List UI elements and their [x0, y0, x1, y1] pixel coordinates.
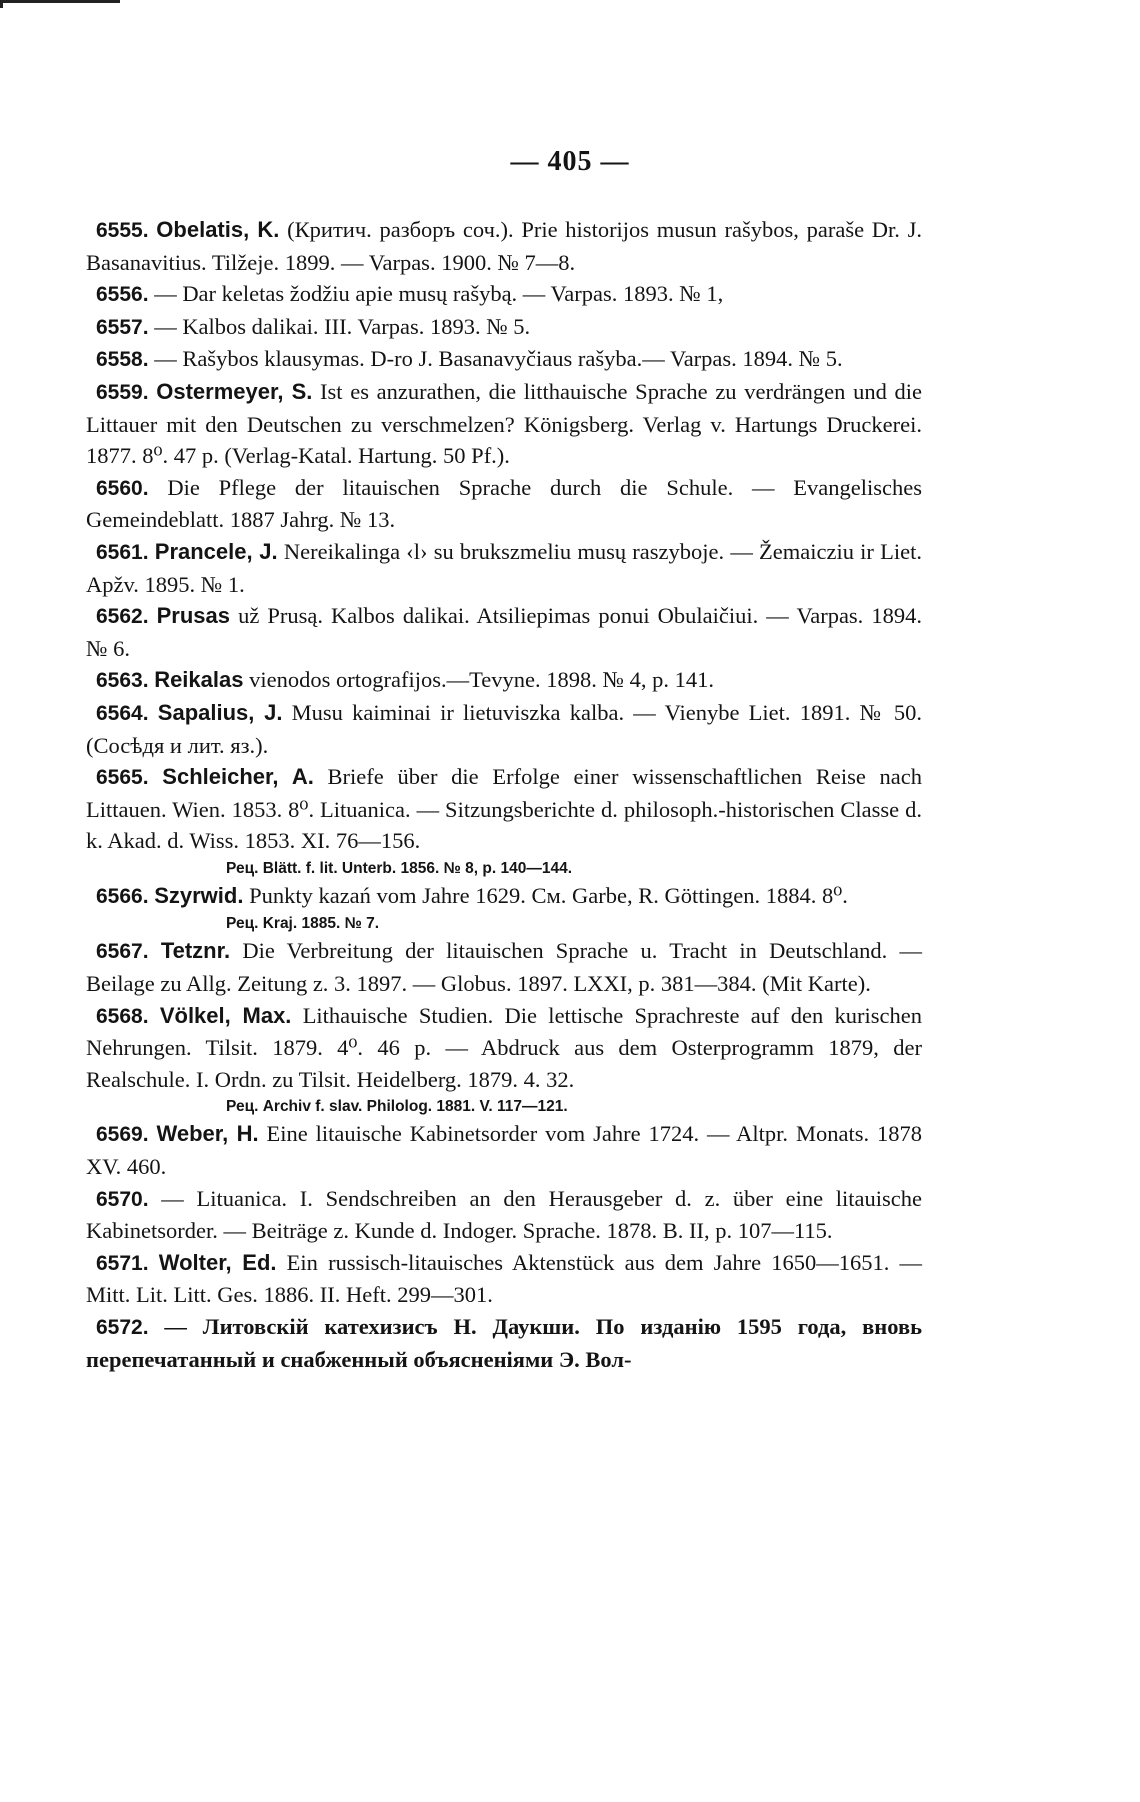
entry-author: Sapalius, J.	[157, 699, 283, 725]
entry-text: Ist es anzurathen, die litthauische Sprache zu verdrängen und die Littauer mit den Deutschen zu verschmelzen? Königsberg. Verlag v. Hartungs Druckerei. 1877. 8⁰. 47 p. (Verlag-Katal. Hartung. 50 Pf.).	[86, 378, 922, 469]
entry-6572	[86, 1311, 922, 1375]
entry-number: 6570.	[96, 1187, 149, 1211]
entry-6563	[86, 664, 922, 697]
entry-6564	[86, 697, 922, 761]
entry-author: Völkel, Max.	[159, 1002, 292, 1028]
entry-review: Рец. Kraj. 1885. № 7.	[226, 915, 380, 933]
entry-6558	[86, 343, 922, 376]
entry-text: — Rašybos klausymas. D-ro J. Basanavyčiaus rašyba.— Varpas. 1894. № 5.	[148, 346, 843, 372]
entry-6568	[86, 1000, 922, 1096]
entry-6571	[86, 1247, 922, 1311]
entry-number: 6555.	[96, 219, 149, 242]
entry-number: 6562.	[96, 605, 149, 629]
entry-6561	[86, 536, 922, 600]
entry-author: Ostermeyer, S.	[156, 378, 313, 404]
entry-text: Die Verbreitung der litauischen Sprache u. Tracht in Deutschland. — Beilage zu Allg. Zeitung z. 3. 1897. — Globus. 1897. LXXI, p. 381—384. (Mit Karte).	[86, 938, 922, 997]
entry-author: Tetznr.	[160, 938, 231, 964]
entry-6555	[86, 214, 922, 278]
entry-6559	[86, 376, 922, 472]
entry-6570	[86, 1183, 922, 1247]
entry-text: Eine litauische Kabinetsorder vom Jahre 1724. — Altpr. Monats. 1878 XV. 460.	[86, 1121, 923, 1180]
entry-6565	[86, 761, 922, 857]
entry-text: (Критич. разборъ соч.). Prie historijos musun rašybos, paraše Dr. J. Basanavitius. Tilžeje. 1899. — Varpas. 1900. № 7—8.	[86, 217, 923, 275]
entry-number: 6572.	[96, 1316, 149, 1339]
bibliography-entries	[86, 214, 922, 1375]
entry-number: 6564.	[96, 701, 149, 725]
entry-6560	[86, 472, 922, 536]
entry-number: 6565.	[96, 766, 149, 790]
entry-text: Ein russisch-litauisches Aktenstück aus dem Jahre 1650—1651. — Mitt. Lit. Litt. Ges. 1886. II. Heft. 299—301.	[86, 1249, 923, 1308]
entry-text: Musu kaiminai ir lietuviszka kalba. — Vienybe Liet. 1891. № 50. (Сосѣдя и лит. яз.).	[86, 699, 922, 758]
entry-author: Obelatis, K.	[156, 217, 280, 242]
entry-author: Prancele, J.	[154, 538, 278, 564]
entry-number: 6571.	[96, 1251, 149, 1275]
entry-6557	[86, 311, 922, 344]
entry-6567	[86, 935, 922, 999]
entry-text: — Литовскій катехизисъ Н. Даукши. По изданію 1595 года, вновь перепечатанный и снабженный объясненіями Э. Вол-	[86, 1314, 922, 1372]
entry-text: — Lituanica. I. Sendschreiben an den Herausgeber d. z. über eine litauische Kabinetsorder. — Beiträge z. Kunde d. Indoger. Sprache. 1878. B. II, p. 107—115.	[86, 1185, 922, 1244]
entry-number: 6559.	[96, 380, 149, 404]
entry-number: 6569.	[96, 1123, 149, 1147]
entry-text: — Kalbos dalikai. III. Varpas. 1893. № 5.	[148, 313, 531, 339]
entry-number: 6566.	[96, 884, 149, 908]
entry-number: 6561.	[96, 540, 149, 564]
entry-text: už Prusą. Kalbos dalikai. Atsiliepimas ponui Obulaičiui. — Varpas. 1894. № 6.	[86, 603, 922, 661]
page-number: — 405 —	[510, 146, 630, 177]
entry-text: — Dar keletas žodžiu apie musų rašybą. — Varpas. 1893. № 1,	[148, 281, 724, 307]
entry-number: 6560.	[96, 476, 149, 500]
entry-text: Punkty kazań vom Jahre 1629. См. Garbe, R. Göttingen. 1884. 8⁰.	[243, 882, 848, 908]
entry-author: Schleicher, A.	[162, 764, 314, 790]
entry-author: Szyrwid.	[154, 882, 244, 908]
entry-review: Рец. Blätt. f. lit. Unterb. 1856. № 8, p. 140—144.	[226, 859, 573, 877]
entry-number: 6568.	[96, 1004, 149, 1028]
entry-text: vienodos ortografijos.—Tevyne. 1898. № 4, p. 141.	[243, 667, 714, 693]
entry-number: 6556.	[96, 283, 149, 307]
entry-number: 6563.	[96, 669, 149, 693]
entry-review: Рец. Archiv f. slav. Philolog. 1881. V. 117—121.	[226, 1098, 568, 1116]
entry-6566	[86, 880, 922, 913]
entry-text: Lithauische Studien. Die lettische Sprachreste auf den kurischen Nehrungen. Tilsit. 1879. 4⁰. 46 p. — Abdruck aus dem Osterprogramm 1879, der Realschule. I. Ordn. zu Tilsit. Heidelberg. 1879. 4. 32.	[86, 1002, 922, 1092]
entry-author: Weber, H.	[156, 1121, 259, 1147]
entry-text: Briefe über die Erfolge einer wissenschaftlichen Reise nach Littauen. Wien. 1853. 8⁰. Lituanica. — Sitzungsberichte d. philosoph.-historischen Classe d. k. Akad. d. Wiss. 1853. XI. 76—156.	[86, 764, 923, 854]
scan-corner-mark	[0, 0, 120, 8]
entry-6562	[86, 600, 922, 664]
entry-6556	[86, 278, 922, 311]
entry-text: Die Pflege der litauischen Sprache durch die Schule. — Evangelisches Gemeindeblatt. 1887 Jahrg. № 13.	[86, 474, 922, 533]
entry-number: 6557.	[96, 315, 149, 339]
entry-text: Nereikalinga ‹l› su brukszmeliu musų raszyboje. — Žemaicziu ir Liet. Apžv. 1895. № 1.	[86, 538, 922, 597]
entry-author: Reikalas	[154, 667, 244, 693]
entry-author: Wolter, Ed.	[158, 1249, 277, 1275]
entry-6569	[86, 1118, 922, 1182]
entry-author: Prusas	[156, 603, 231, 629]
entry-number: 6558.	[96, 348, 149, 372]
entry-number: 6567.	[96, 940, 149, 964]
